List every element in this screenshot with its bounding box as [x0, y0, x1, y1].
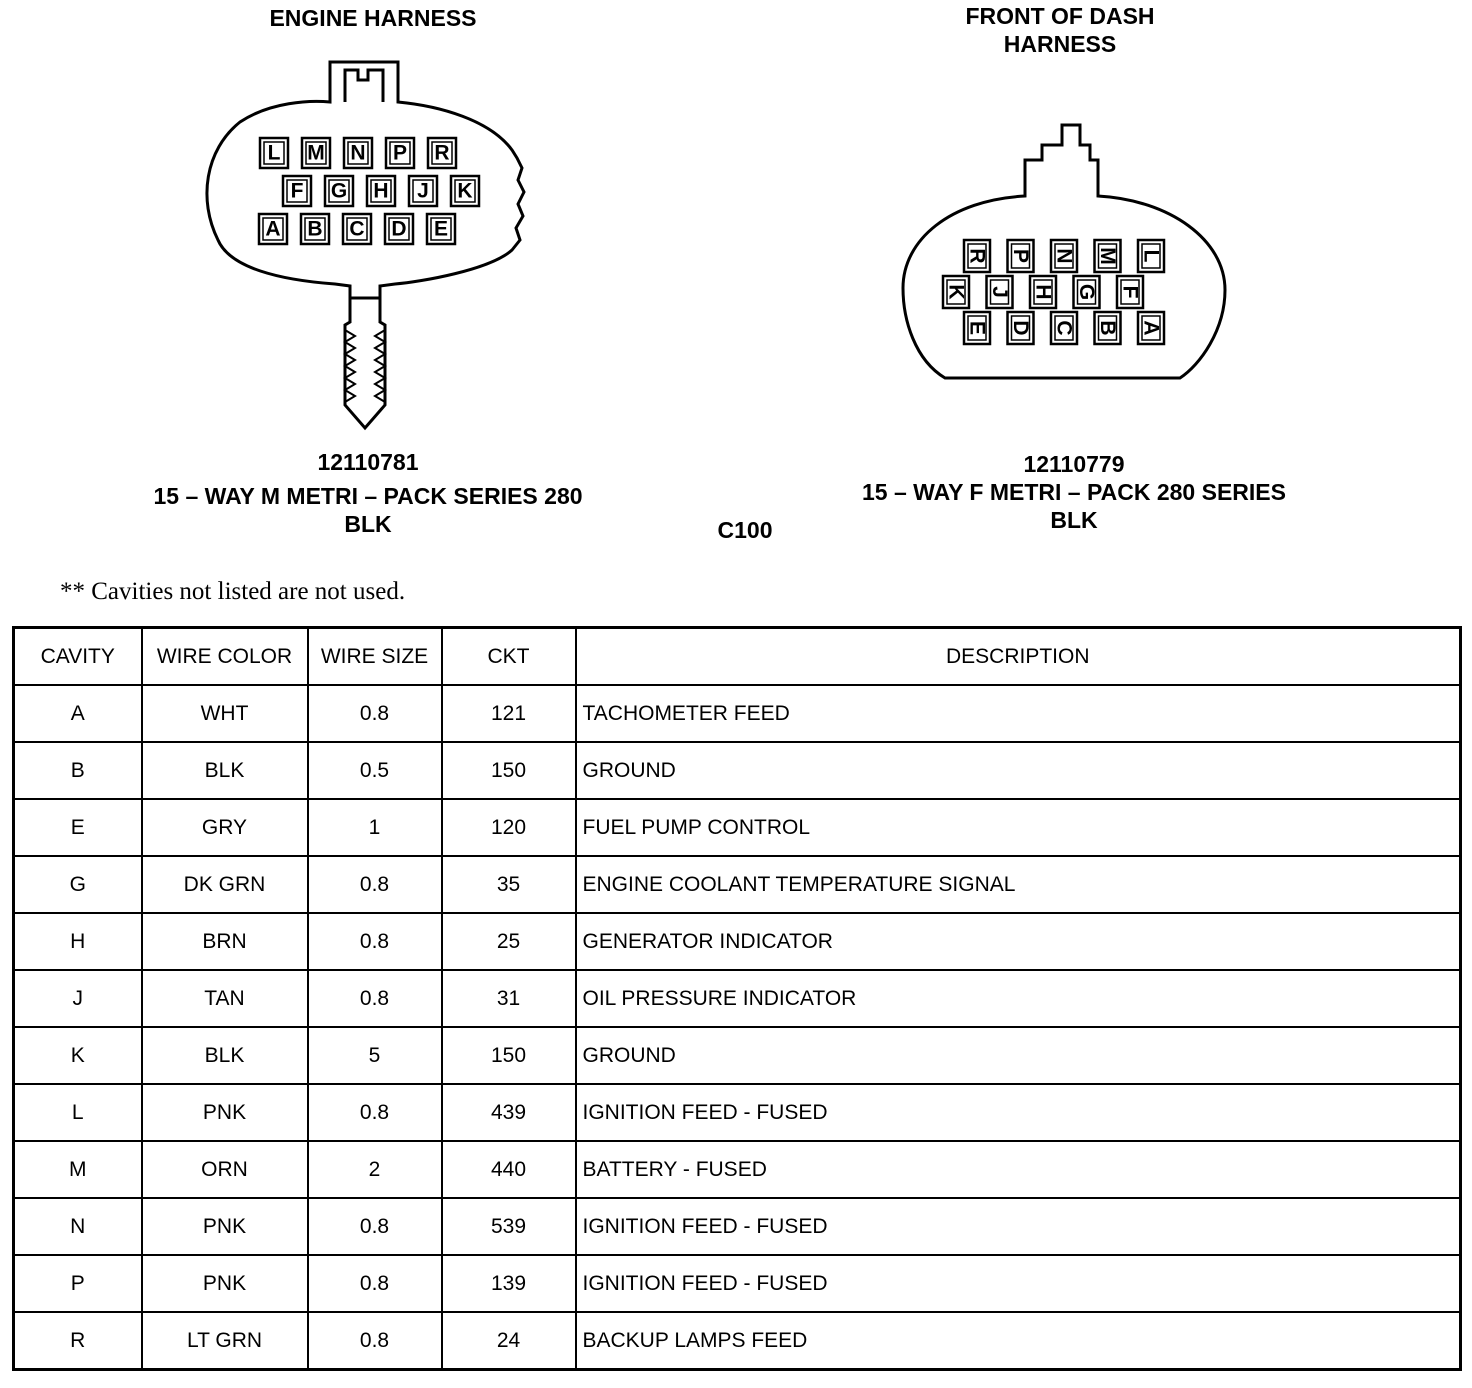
cell-wire-color: BLK	[142, 1027, 308, 1084]
cell-wire-color: GRY	[142, 799, 308, 856]
cell-cavity: G	[14, 856, 142, 913]
cell-wire-color: DK GRN	[142, 856, 308, 913]
engine-pin	[301, 214, 329, 244]
engine-part-number: 12110781	[317, 449, 419, 475]
engine-pin	[451, 176, 479, 206]
cell-cavity: N	[14, 1198, 142, 1255]
dash-pin	[1008, 240, 1034, 272]
pin-letter: G	[1075, 283, 1098, 301]
dash-pin	[1138, 240, 1164, 272]
dash-pin	[1117, 276, 1143, 308]
cell-cavity: A	[14, 685, 142, 742]
engine-pin	[367, 176, 395, 206]
engine-pin	[302, 138, 330, 168]
pin-letter: K	[944, 284, 968, 300]
cell-wire-color: TAN	[142, 970, 308, 1027]
cell-wire-size: 5	[308, 1027, 442, 1084]
engine-pin	[260, 138, 288, 168]
engine-connector-latch	[345, 70, 383, 102]
front-of-dash-title-line1: FRONT OF DASH	[965, 3, 1155, 29]
pin-letter: B	[307, 217, 323, 241]
engine-pin	[283, 176, 311, 206]
cell-wire-color: PNK	[142, 1198, 308, 1255]
engine-pin	[428, 138, 456, 168]
dash-pin	[1074, 276, 1100, 308]
pin-letter: D	[1009, 320, 1032, 336]
table-row	[14, 1312, 1461, 1370]
dash-connector-caption	[824, 450, 1324, 534]
pin-letter: M	[307, 141, 325, 165]
pin-letter: D	[391, 217, 407, 241]
pin-letter: A	[1139, 320, 1163, 336]
table-row	[14, 685, 1461, 742]
engine-pin	[409, 176, 437, 206]
cell-description: IGNITION FEED - FUSED	[576, 1255, 1461, 1312]
cell-wire-size: 2	[308, 1141, 442, 1198]
table-row	[14, 1141, 1461, 1198]
pin-letter: A	[265, 217, 281, 241]
pin-letter: L	[267, 141, 281, 165]
pin-letter: J	[988, 286, 1011, 298]
pin-letter: R	[965, 248, 989, 264]
dash-pin	[1095, 240, 1121, 272]
table-row	[14, 970, 1461, 1027]
cell-ckt: 139	[442, 1255, 576, 1312]
cavity-table	[12, 626, 1462, 1371]
cell-wire-size: 0.8	[308, 1255, 442, 1312]
cell-cavity: H	[14, 913, 142, 970]
dash-pin	[1030, 276, 1056, 308]
cell-ckt: 150	[442, 1027, 576, 1084]
cell-wire-color: LT GRN	[142, 1312, 308, 1370]
cell-cavity: P	[14, 1255, 142, 1312]
cell-ckt: 121	[442, 685, 576, 742]
pin-letter: N	[350, 141, 366, 165]
cell-description: BACKUP LAMPS FEED	[576, 1312, 1461, 1370]
table-header-row	[14, 628, 1461, 686]
engine-connector-color: BLK	[344, 511, 392, 537]
cell-wire-size: 0.8	[308, 970, 442, 1027]
engine-harness-title: ENGINE HARNESS	[269, 5, 477, 31]
engine-pin	[343, 214, 371, 244]
engine-pin	[344, 138, 372, 168]
engine-connector-ribs-left	[345, 330, 355, 402]
pin-letter: F	[290, 179, 304, 203]
header-description: DESCRIPTION	[576, 628, 1461, 686]
header-wire-color: WIRE COLOR	[142, 628, 308, 686]
pin-letter: E	[965, 320, 989, 336]
dash-pin	[943, 276, 969, 308]
cell-ckt: 35	[442, 856, 576, 913]
pin-letter: P	[392, 141, 408, 165]
dash-pin	[1095, 312, 1121, 344]
pin-letter: H	[373, 179, 389, 203]
dash-pin	[1138, 312, 1164, 344]
dash-pin	[1051, 240, 1077, 272]
cell-cavity: M	[14, 1141, 142, 1198]
pin-letter: R	[434, 141, 450, 165]
pin-letter: K	[457, 179, 473, 203]
connector-id: C100	[717, 517, 773, 543]
dash-pin	[1051, 312, 1077, 344]
pin-letter: E	[433, 217, 449, 241]
cell-cavity: K	[14, 1027, 142, 1084]
cell-wire-size: 0.8	[308, 1312, 442, 1370]
pin-letter: H	[1031, 284, 1055, 300]
engine-pin	[325, 176, 353, 206]
cell-ckt: 150	[442, 742, 576, 799]
engine-pin	[259, 214, 287, 244]
cell-cavity: E	[14, 799, 142, 856]
header-cavity: CAVITY	[14, 628, 142, 686]
cell-wire-size: 1	[308, 799, 442, 856]
table-row	[14, 913, 1461, 970]
cell-ckt: 439	[442, 1084, 576, 1141]
engine-pin	[386, 138, 414, 168]
cell-cavity: J	[14, 970, 142, 1027]
cell-wire-size: 0.8	[308, 856, 442, 913]
cell-ckt: 440	[442, 1141, 576, 1198]
engine-pin	[427, 214, 455, 244]
table-row	[14, 856, 1461, 913]
cell-description: TACHOMETER FEED	[576, 685, 1461, 742]
pin-letter: M	[1096, 247, 1119, 265]
cell-cavity: R	[14, 1312, 142, 1370]
pin-letter: G	[330, 179, 348, 203]
header-ckt: CKT	[442, 628, 576, 686]
cell-description: GROUND	[576, 1027, 1461, 1084]
cell-cavity: B	[14, 742, 142, 799]
table-row	[14, 1027, 1461, 1084]
cell-ckt: 539	[442, 1198, 576, 1255]
table-row	[14, 1255, 1461, 1312]
front-of-dash-title-line2: HARNESS	[1003, 31, 1117, 57]
pin-letter: N	[1052, 248, 1076, 264]
engine-pin	[385, 214, 413, 244]
engine-connector-description: 15 – WAY M METRI – PACK SERIES 280	[153, 483, 583, 509]
pin-letter: C	[1052, 320, 1076, 336]
cell-description: OIL PRESSURE INDICATOR	[576, 970, 1461, 1027]
cell-description: GROUND	[576, 742, 1461, 799]
dash-pin	[987, 276, 1013, 308]
pin-letter: P	[1009, 248, 1032, 264]
engine-connector-ribs-right	[375, 330, 385, 402]
cell-wire-color: PNK	[142, 1255, 308, 1312]
cell-ckt: 24	[442, 1312, 576, 1370]
pin-letter: C	[349, 217, 365, 241]
cell-description: FUEL PUMP CONTROL	[576, 799, 1461, 856]
engine-connector-pins	[259, 138, 479, 244]
cell-wire-color: PNK	[142, 1084, 308, 1141]
cell-ckt: 25	[442, 913, 576, 970]
cell-wire-color: WHT	[142, 685, 308, 742]
cell-ckt: 31	[442, 970, 576, 1027]
dash-pin	[964, 240, 990, 272]
dash-connector-description: 15 – WAY F METRI – PACK 280 SERIES	[862, 479, 1286, 505]
table-body	[14, 685, 1461, 1370]
pin-letter: L	[1139, 249, 1163, 263]
cell-wire-color: BRN	[142, 913, 308, 970]
pin-letter: B	[1096, 320, 1119, 336]
dash-connector-pins	[943, 240, 1164, 344]
cell-description: IGNITION FEED - FUSED	[576, 1084, 1461, 1141]
pin-letter: F	[1118, 285, 1142, 299]
cell-description: GENERATOR INDICATOR	[576, 913, 1461, 970]
cell-wire-size: 0.8	[308, 1084, 442, 1141]
table-row	[14, 1084, 1461, 1141]
cell-wire-size: 0.8	[308, 913, 442, 970]
cell-wire-size: 0.8	[308, 1198, 442, 1255]
dash-part-number: 12110779	[1023, 451, 1125, 477]
cell-cavity: L	[14, 1084, 142, 1141]
header-wire-size: WIRE SIZE	[308, 628, 442, 686]
dash-pin	[1008, 312, 1034, 344]
cell-wire-color: ORN	[142, 1141, 308, 1198]
table-row	[14, 1198, 1461, 1255]
cell-wire-size: 0.8	[308, 685, 442, 742]
engine-connector-caption	[118, 448, 618, 538]
table-row	[14, 799, 1461, 856]
cell-wire-color: BLK	[142, 742, 308, 799]
cell-wire-size: 0.5	[308, 742, 442, 799]
cell-description: BATTERY - FUSED	[576, 1141, 1461, 1198]
unused-cavities-note: ** Cavities not listed are not used.	[60, 578, 406, 605]
dash-pin	[964, 312, 990, 344]
pin-letter: J	[417, 179, 429, 203]
cell-description: ENGINE COOLANT TEMPERATURE SIGNAL	[576, 856, 1461, 913]
table-row	[14, 742, 1461, 799]
cell-ckt: 120	[442, 799, 576, 856]
dash-connector-color: BLK	[1050, 507, 1098, 533]
cell-description: IGNITION FEED - FUSED	[576, 1198, 1461, 1255]
